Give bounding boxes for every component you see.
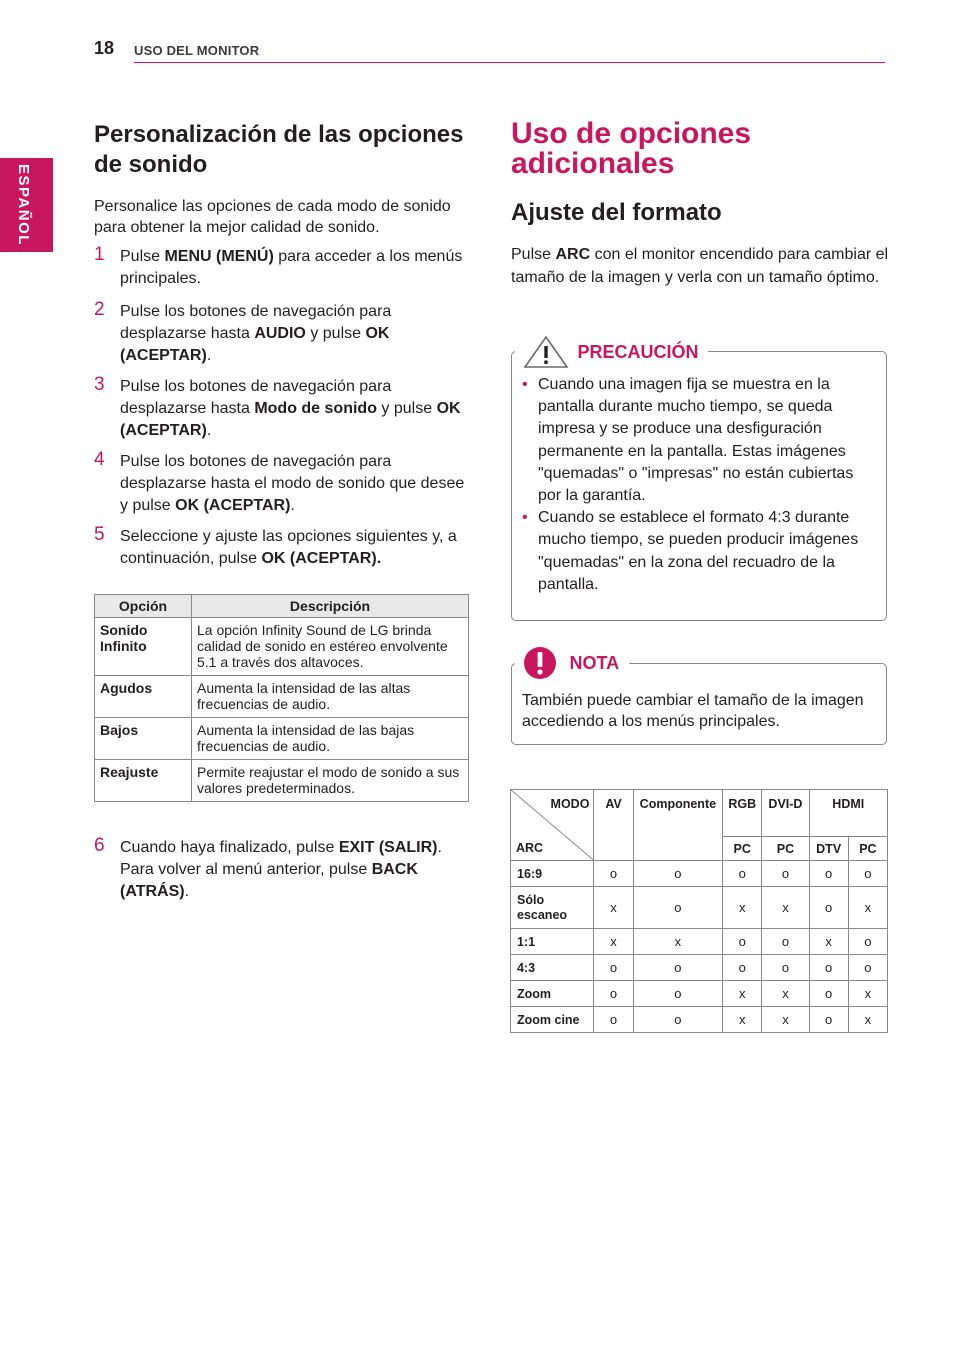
table-row — [95, 760, 469, 802]
option-name: Bajos — [95, 718, 192, 760]
caution-header — [515, 335, 708, 367]
table-cell: o — [633, 1007, 722, 1033]
exclamation-icon — [523, 646, 559, 680]
table-cell: x — [848, 1007, 887, 1033]
row-label: 16:9 — [511, 861, 594, 887]
arc-mode-table — [510, 789, 888, 1033]
table-header-row — [95, 595, 469, 618]
column-header: RGB — [723, 790, 762, 837]
language-side-tab — [0, 158, 53, 252]
step-number: 6 — [94, 835, 105, 856]
row-label: Zoom — [511, 981, 594, 1007]
table-cell: o — [762, 955, 809, 981]
warning-triangle-icon — [523, 335, 569, 369]
option-description: La opción Infinity Sound de LG brinda calidad de sonido en estéreo envolvente 5.1 a través dos altavoces. — [192, 618, 469, 676]
list-item: • Cuando se establece el formato 4:3 durante mucho tiempo, se pueden producir imágenes "quemadas" en la zona del recuadro de la pantalla. — [512, 507, 876, 596]
row-label: Zoom cine — [511, 1007, 594, 1033]
table-cell: x — [809, 929, 848, 955]
note-label: NOTA — [569, 652, 620, 673]
table-cell: x — [594, 929, 633, 955]
table-cell: o — [594, 861, 633, 887]
running-header-title: USO DEL MONITOR — [134, 43, 260, 58]
language-tab-label: ESPAÑOL — [15, 164, 32, 246]
table-cell: o — [723, 955, 762, 981]
column-header: Componente — [633, 790, 722, 861]
table-cell: o — [809, 887, 848, 929]
subheader-cell: PC — [723, 837, 762, 861]
corner-label-arc: ARC — [516, 841, 544, 855]
subheader-cell: PC — [762, 837, 809, 861]
table-cell: x — [723, 981, 762, 1007]
option-name: Agudos — [95, 676, 192, 718]
column-header: DVI-D — [762, 790, 809, 837]
sound-intro-text: Personalice las opciones de cada modo de sonido para obtener la mejor calidad de sonido. — [94, 198, 451, 236]
arc-description: Pulse ARC con el monitor encendido para cambiar el tamaño de la imagen y verla con un tamaño óptimo. — [511, 246, 889, 286]
table-cell: x — [762, 981, 809, 1007]
step-item: 6 Cuando haya finalizado, pulse EXIT (SALIR). Para volver al menú anterior, pulse BACK (ATRÁS). — [94, 835, 442, 900]
page-number: 18 — [94, 38, 115, 58]
note-header — [515, 646, 629, 680]
table-header-row — [511, 790, 888, 837]
column-header: Opción — [95, 595, 192, 618]
column-header: HDMI — [809, 790, 887, 837]
table-corner-cell — [511, 790, 594, 861]
step-item: 4 Pulse los botones de navegación para desplazarse hasta el modo de sonido que desee y pulse OK (ACEPTAR). — [94, 449, 465, 514]
section-title: Uso de opciones adicionales — [511, 117, 752, 180]
format-subtitle: Ajuste del formato — [511, 199, 722, 226]
sound-options-heading: Personalización de las opciones de sonido — [94, 121, 464, 178]
table-cell: o — [633, 955, 722, 981]
option-description: Aumenta la intensidad de las altas frecuencias de audio. — [192, 676, 469, 718]
table-cell: x — [633, 929, 722, 955]
step-number: 1 — [94, 244, 105, 265]
table-cell: o — [809, 981, 848, 1007]
caution-label: PRECAUCIÓN — [577, 341, 699, 362]
table-cell: o — [848, 861, 887, 887]
table-row — [511, 1007, 888, 1033]
table-cell: o — [723, 929, 762, 955]
step-number: 2 — [94, 299, 105, 320]
table-row — [95, 676, 469, 718]
table-cell: o — [809, 861, 848, 887]
step-item: 2 Pulse los botones de navegación para desplazarse hasta AUDIO y pulse OK (ACEPTAR). — [94, 299, 392, 364]
caution-list — [512, 374, 876, 596]
table-row — [511, 929, 888, 955]
table-cell: x — [723, 1007, 762, 1033]
option-name: Reajuste — [95, 760, 192, 802]
subheader-cell: PC — [848, 837, 887, 861]
option-description: Permite reajustar el modo de sonido a sus valores predeterminados. — [192, 760, 469, 802]
table-row — [511, 861, 888, 887]
table-cell: x — [594, 887, 633, 929]
table-cell: o — [633, 887, 722, 929]
step-item: 5 Seleccione y ajuste las opciones siguientes y, a continuación, pulse OK (ACEPTAR). — [94, 524, 457, 567]
table-row — [511, 955, 888, 981]
step-item: 1 Pulse MENU (MENÚ) para acceder a los menús principales. — [94, 244, 463, 287]
header-rule — [134, 62, 885, 63]
table-cell: o — [762, 929, 809, 955]
step-number: 5 — [94, 524, 105, 545]
table-row — [511, 981, 888, 1007]
subheader-cell: DTV — [809, 837, 848, 861]
step-number: 4 — [94, 449, 105, 470]
table-cell: x — [848, 981, 887, 1007]
table-cell: x — [723, 887, 762, 929]
row-label: Sólo escaneo — [511, 887, 594, 929]
column-header: AV — [594, 790, 633, 861]
step-number: 3 — [94, 374, 105, 395]
option-description: Aumenta la intensidad de las bajas frecuencias de audio. — [192, 718, 469, 760]
table-cell: x — [762, 887, 809, 929]
row-label: 1:1 — [511, 929, 594, 955]
table-cell: o — [594, 955, 633, 981]
column-header: Descripción — [192, 595, 469, 618]
option-name: Sonido Infinito — [95, 618, 192, 676]
step-item: 3 Pulse los botones de navegación para desplazarse hasta Modo de sonido y pulse OK (ACEPTAR). — [94, 374, 461, 439]
row-label: 4:3 — [511, 955, 594, 981]
table-cell: x — [762, 1007, 809, 1033]
table-cell: o — [762, 861, 809, 887]
table-row — [511, 887, 888, 929]
table-cell: o — [848, 955, 887, 981]
table-cell: o — [633, 981, 722, 1007]
sound-options-table — [94, 594, 469, 802]
table-cell: o — [633, 861, 722, 887]
table-cell: o — [809, 1007, 848, 1033]
table-row — [95, 718, 469, 760]
table-cell: o — [594, 1007, 633, 1033]
table-cell: o — [848, 929, 887, 955]
corner-label-mode: MODO — [550, 797, 590, 811]
table-cell: o — [594, 981, 633, 1007]
table-cell: o — [723, 861, 762, 887]
table-cell: x — [848, 887, 887, 929]
table-cell: o — [809, 955, 848, 981]
note-text: También puede cambiar el tamaño de la imagen accediendo a los menús principales. — [522, 692, 864, 730]
table-row — [95, 618, 469, 676]
list-item: • Cuando una imagen fija se muestra en la pantalla durante mucho tiempo, se queda impresa y se produce una desfiguración permanente en la pantalla. Estas imágenes "quemadas" o "impresas" no están cubiertas por la garantía. — [512, 374, 876, 507]
